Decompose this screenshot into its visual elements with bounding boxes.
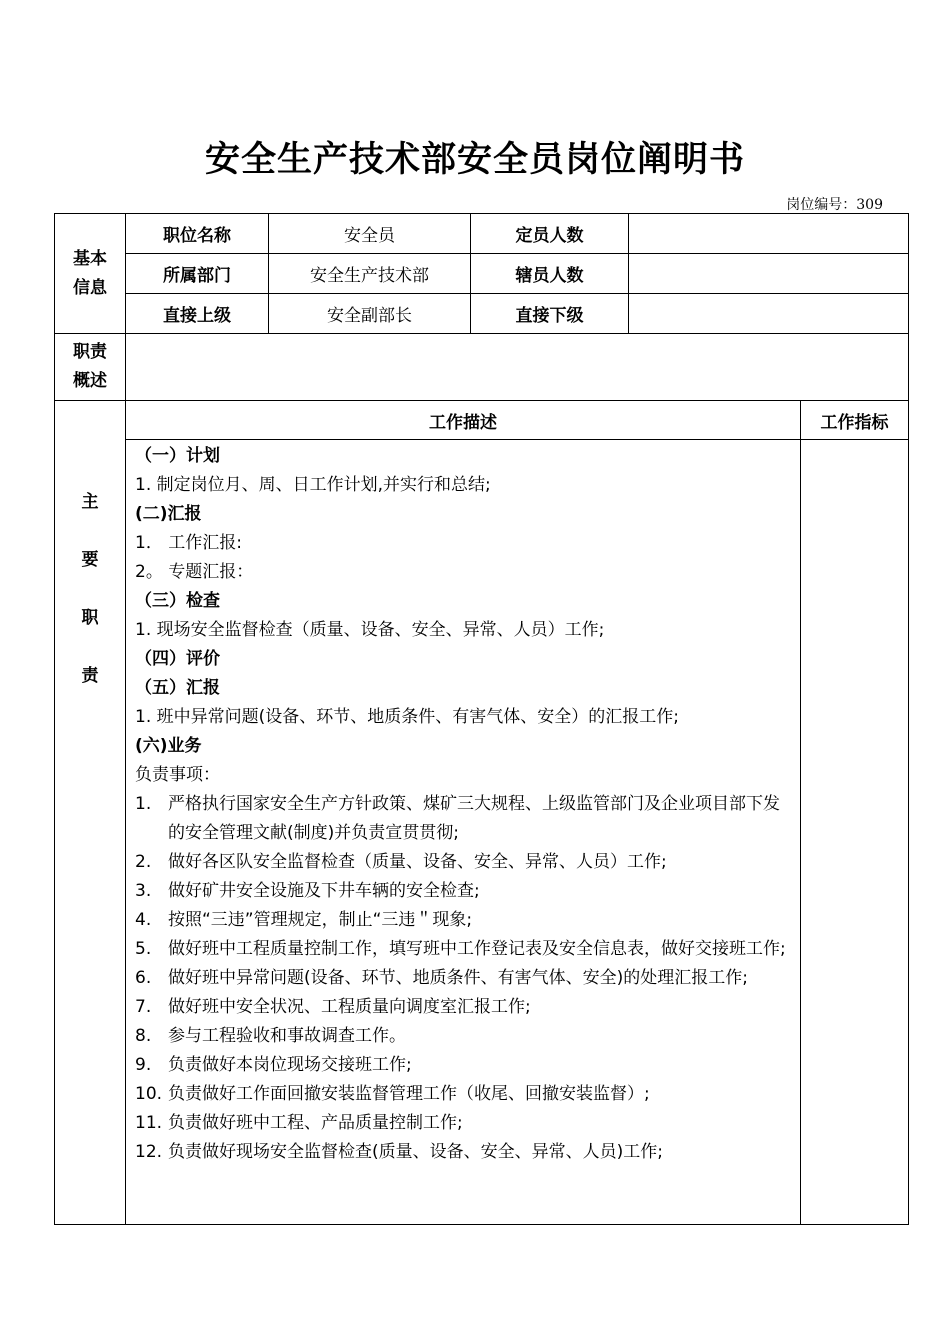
list-item-text: 做好班中异常问题(设备、环节、地质条件、有害气体、安全)的处理汇报工作; bbox=[168, 968, 748, 988]
post-number: 岗位编号：309 bbox=[786, 197, 883, 213]
field-label-department: 所属部门 bbox=[126, 254, 269, 294]
list-item-number: 4. bbox=[135, 910, 152, 930]
field-value-position-name: 安全员 bbox=[269, 214, 471, 254]
list-item-number: 7. bbox=[135, 997, 152, 1017]
list-item-text: 严格执行国家安全生产方针政策、煤矿三大规程、上级监管部门及企业项目部下发的安全管理文献(制度)并负责宣贯贯彻; bbox=[168, 794, 780, 843]
list-item bbox=[135, 848, 792, 877]
report-item: 2。 专题汇报： bbox=[135, 562, 254, 582]
list-item-text: 负责做好工作面回撤安装监督管理工作（收尾、回撤安装监督）; bbox=[168, 1084, 650, 1104]
overview-value bbox=[126, 334, 909, 401]
list-item-text: 做好班中安全状况、工程质量向调度室汇报工作; bbox=[168, 997, 531, 1017]
work-index-header: 工作指标 bbox=[801, 401, 909, 440]
list-item-number: 3. bbox=[135, 881, 152, 901]
list-item-text: 做好班中工程质量控制工作，填写班中工作登记表及安全信息表，做好交接班工作; bbox=[168, 939, 786, 959]
list-item-number: 9. bbox=[135, 1055, 152, 1075]
list-item-number: 1. bbox=[135, 794, 152, 814]
section-heading-plan: （一）计划 bbox=[135, 446, 220, 466]
list-item bbox=[135, 790, 792, 848]
section-heading-report: (二)汇报 bbox=[135, 504, 202, 524]
field-label-direct-superior: 直接上级 bbox=[126, 294, 269, 334]
list-item bbox=[135, 993, 792, 1022]
list-item bbox=[135, 1051, 792, 1080]
list-item-number: 11. bbox=[135, 1113, 163, 1133]
work-description-body bbox=[126, 440, 801, 1225]
duties-label-char: 责 bbox=[81, 666, 99, 686]
overview-label: 职责 概述 bbox=[55, 334, 126, 401]
field-value-direct-subordinate bbox=[629, 294, 909, 334]
basic-info-label: 基本 信息 bbox=[55, 214, 126, 334]
field-label-headcount: 定员人数 bbox=[471, 214, 629, 254]
work-index-body bbox=[801, 440, 909, 1225]
list-item-text: 参与工程验收和事故调查工作。 bbox=[168, 1026, 406, 1046]
duties-body-row bbox=[55, 440, 909, 1225]
list-item bbox=[135, 964, 792, 993]
field-label-subordinates-count: 辖员人数 bbox=[471, 254, 629, 294]
section-heading-evaluation: （四）评价 bbox=[135, 649, 220, 669]
list-item-number: 5. bbox=[135, 939, 152, 959]
field-value-department: 安全生产技术部 bbox=[269, 254, 471, 294]
list-item bbox=[135, 906, 792, 935]
list-item bbox=[135, 1080, 792, 1109]
basic-info-row-3 bbox=[55, 294, 909, 334]
duties-label bbox=[55, 401, 126, 1225]
basic-info-row-1 bbox=[55, 214, 909, 254]
list-item-text: 做好矿井安全设施及下井车辆的安全检查; bbox=[168, 881, 480, 901]
document-title: 安全生产技术部安全员岗位阐明书 bbox=[204, 140, 745, 180]
list-item bbox=[135, 935, 792, 964]
duties-label-char: 主 bbox=[81, 492, 99, 512]
list-item-number: 8. bbox=[135, 1026, 152, 1046]
list-item-text: 负责做好现场安全监督检查(质量、设备、安全、异常、人员)工作; bbox=[168, 1142, 663, 1162]
field-value-headcount bbox=[629, 214, 909, 254]
job-description-table bbox=[54, 213, 909, 1225]
list-item-text: 负责做好本岗位现场交接班工作; bbox=[168, 1055, 412, 1075]
list-item bbox=[135, 877, 792, 906]
reporting-item: 1. 班中异常问题(设备、环节、地质条件、有害气体、安全）的汇报工作; bbox=[135, 707, 679, 727]
duties-label-char: 要 bbox=[81, 550, 99, 570]
report-item: 1． 工作汇报: bbox=[135, 533, 242, 553]
field-value-subordinates-count bbox=[629, 254, 909, 294]
section-heading-inspection: （三）检查 bbox=[135, 591, 220, 611]
list-item-number: 10. bbox=[135, 1084, 163, 1104]
overview-row bbox=[55, 334, 909, 401]
list-item-text: 负责做好班中工程、产品质量控制工作; bbox=[168, 1113, 463, 1133]
list-item bbox=[135, 1138, 792, 1167]
list-item-number: 2. bbox=[135, 852, 152, 872]
list-item-text: 按照“三违”管理规定，制止“三违＂现象; bbox=[168, 910, 473, 930]
field-value-direct-superior: 安全副部长 bbox=[269, 294, 471, 334]
duties-label-char: 职 bbox=[81, 608, 99, 628]
list-item-number: 6. bbox=[135, 968, 152, 988]
section-heading-business: (六)业务 bbox=[135, 736, 202, 756]
field-label-direct-subordinate: 直接下级 bbox=[471, 294, 629, 334]
duties-header-row bbox=[55, 401, 909, 440]
list-item bbox=[135, 1022, 792, 1051]
responsibilities-intro: 负责事项： bbox=[135, 765, 220, 785]
inspection-item: 1. 现场安全监督检查（质量、设备、安全、异常、人员）工作; bbox=[135, 620, 605, 640]
plan-item: 1. 制定岗位月、周、日工作计划,并实行和总结; bbox=[135, 475, 491, 495]
field-label-position-name: 职位名称 bbox=[126, 214, 269, 254]
basic-info-row-2 bbox=[55, 254, 909, 294]
list-item bbox=[135, 1109, 792, 1138]
list-item-number: 12. bbox=[135, 1142, 163, 1162]
section-heading-reporting: （五）汇报 bbox=[135, 678, 220, 698]
work-description-header: 工作描述 bbox=[126, 401, 801, 440]
list-item-text: 做好各区队安全监督检查（质量、设备、安全、异常、人员）工作; bbox=[168, 852, 667, 872]
